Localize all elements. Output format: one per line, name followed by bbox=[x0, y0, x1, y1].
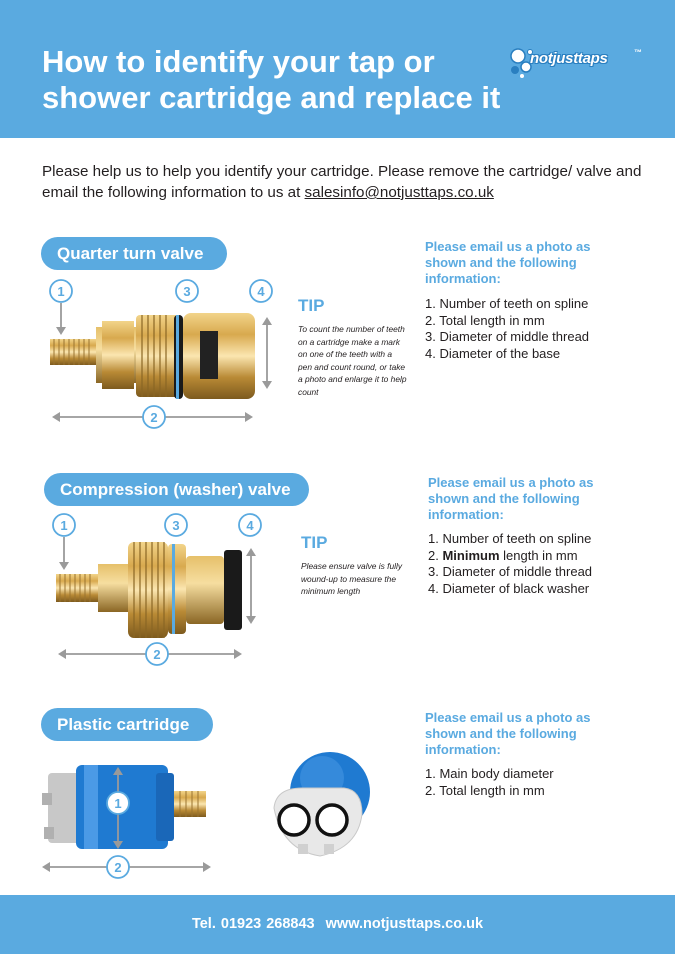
list-item: 1. Number of teeth on spline bbox=[425, 296, 589, 311]
request-heading-2: Please email us a photo as shown and the following information: bbox=[428, 475, 594, 522]
plastic-cartridge-base-diagram bbox=[262, 748, 382, 868]
svg-text:4: 4 bbox=[246, 518, 254, 533]
list-item: 2. Total length in mm bbox=[425, 782, 545, 798]
marker-4 bbox=[250, 280, 272, 302]
outlet-port bbox=[317, 805, 347, 835]
logo-trademark: ™ bbox=[634, 48, 642, 57]
plastic-cartridge-side-diagram bbox=[38, 755, 228, 885]
marker-1 bbox=[50, 280, 72, 302]
section-title-plastic-cartridge: Plastic cartridge bbox=[41, 708, 213, 741]
svg-text:1: 1 bbox=[114, 796, 122, 811]
marker-2 bbox=[143, 406, 165, 428]
footer-phone[interactable]: Tel. 01923 268843 bbox=[191, 916, 315, 932]
contact-email-link[interactable]: salesinfo@notjusttaps.co.uk bbox=[304, 184, 494, 201]
request-heading-1: Please email us a photo as shown and the following information: bbox=[425, 239, 591, 286]
svg-text:2: 2 bbox=[150, 410, 158, 425]
svg-text:3: 3 bbox=[183, 284, 191, 299]
svg-text:3: 3 bbox=[172, 518, 180, 533]
marker-1 bbox=[53, 514, 75, 536]
list-item: 1. Main body diameter bbox=[425, 766, 554, 781]
footer-banner bbox=[0, 895, 675, 954]
marker-2 bbox=[146, 643, 168, 665]
list-item: 4. Diameter of the base bbox=[425, 345, 561, 361]
list-item: 2. Minimum length in mm bbox=[428, 547, 578, 563]
section-title-compression: Compression (washer) valve bbox=[44, 473, 309, 506]
marker-1 bbox=[107, 792, 129, 814]
header-banner bbox=[0, 0, 675, 138]
marker-4 bbox=[239, 514, 261, 536]
marker-3 bbox=[165, 514, 187, 536]
brand-logo[interactable] bbox=[506, 42, 656, 82]
list-item: 3. Diameter of middle thread bbox=[428, 564, 593, 579]
request-heading-3: Please email us a photo as shown and the following information: bbox=[425, 710, 591, 757]
marker-2 bbox=[107, 856, 129, 878]
request-list-2 bbox=[428, 531, 592, 597]
footer-website-link[interactable]: www.notjusttaps.co.uk bbox=[325, 916, 484, 932]
svg-text:2: 2 bbox=[114, 860, 122, 875]
brass-spindle bbox=[174, 791, 206, 817]
tip-title-1: TIP bbox=[298, 296, 325, 315]
list-item: 2. Total length in mm bbox=[425, 312, 545, 328]
footer-contact bbox=[0, 916, 675, 932]
marker-3 bbox=[176, 280, 198, 302]
spline-part bbox=[56, 574, 98, 602]
black-washer bbox=[224, 550, 242, 630]
svg-text:1: 1 bbox=[57, 284, 65, 299]
page-title-line-2: shower cartridge and replace it bbox=[42, 80, 501, 115]
intro-text: Please help us to help you identify your cartridge. Please remove the cartridge/ valve and email the following information to us at bbox=[42, 163, 642, 201]
list-item: 4. Diameter of black washer bbox=[428, 580, 590, 596]
page-title bbox=[42, 44, 512, 116]
list-item: 1. Number of teeth on spline bbox=[428, 531, 592, 546]
tip-text-2: Please ensure valve is fully wound-up to measure the minimum length bbox=[301, 561, 403, 596]
quarter-turn-diagram bbox=[40, 275, 290, 435]
tip-text-1: To count the number of teeth on a cartridge make a mark on one of the teeth with a pen and count round, or take a photo and enlarge it to help count bbox=[298, 324, 407, 397]
page-title-line-1: How to identify your tap or bbox=[42, 44, 435, 79]
request-list-1 bbox=[425, 296, 589, 362]
inlet-port bbox=[279, 805, 309, 835]
request-list-3 bbox=[425, 766, 554, 799]
intro-paragraph bbox=[42, 161, 642, 203]
svg-text:2: 2 bbox=[153, 647, 161, 662]
section-title-quarter-turn: Quarter turn valve bbox=[41, 237, 227, 270]
tip-title-2: TIP bbox=[301, 533, 328, 552]
svg-text:4: 4 bbox=[257, 284, 265, 299]
compression-valve-diagram bbox=[42, 510, 292, 670]
svg-text:1: 1 bbox=[60, 518, 68, 533]
valve-head bbox=[183, 313, 255, 399]
list-item: 3. Diameter of middle thread bbox=[425, 329, 590, 344]
logo-wordmark: notjusttaps bbox=[530, 50, 608, 67]
